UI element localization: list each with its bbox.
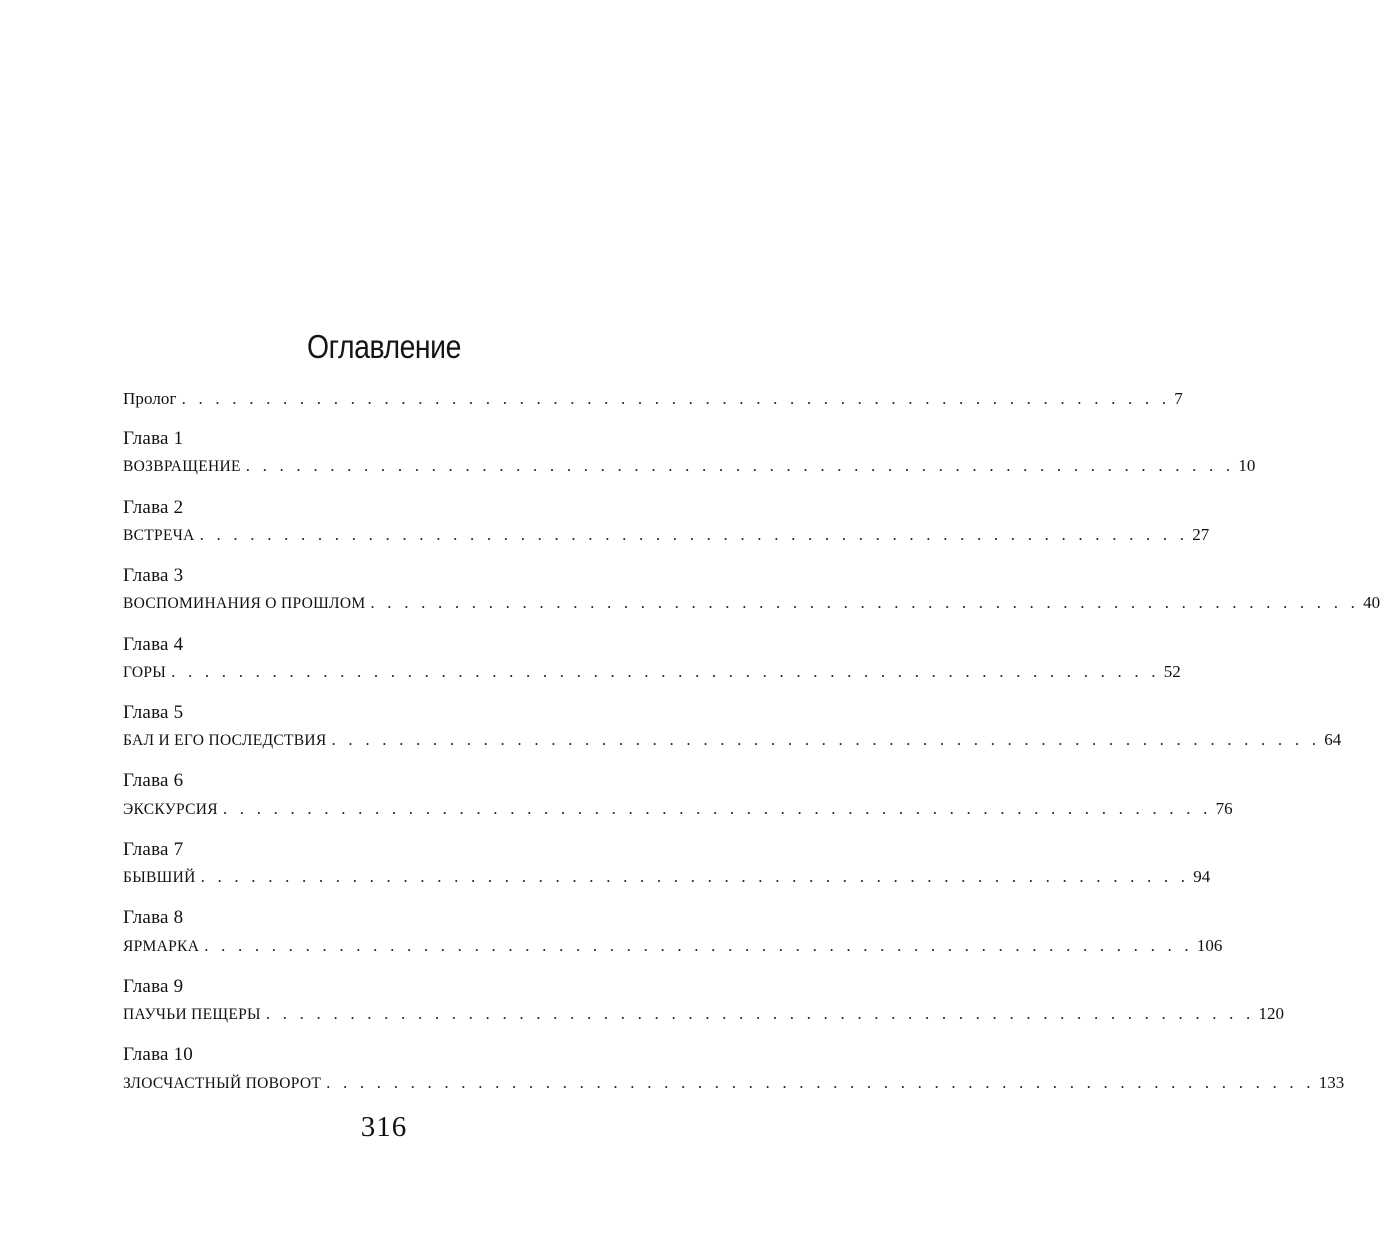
chapter-label: Глава 4 bbox=[123, 634, 184, 655]
toc-entry-chapter-5[interactable] bbox=[123, 730, 1342, 754]
toc-entry-chapter-1[interactable] bbox=[123, 456, 1256, 480]
chapter-label: Глава 6 bbox=[123, 770, 184, 791]
toc-entry-chapter-9[interactable] bbox=[123, 1004, 1285, 1028]
toc-entry-title: ЗЛОСЧАСТНЫЙ ПОВОРОТ bbox=[123, 1075, 322, 1092]
dot-leader: . . . . . . . . . . . . . . . . . . . . . . . . . . . . . . . . . . . . . . . . . . . . . . . . . . . . . . . . . . . bbox=[245, 456, 1235, 475]
toc-page-number: 120 bbox=[1258, 1004, 1285, 1023]
dot-leader: . . . . . . . . . . . . . . . . . . . . . . . . . . . . . . . . . . . . . . . . . . . . . . . . . . . . . . . . . . . bbox=[370, 593, 1360, 612]
dot-leader: . . . . . . . . . . . . . . . . . . . . . . . . . . . . . . . . . . . . . . . . . . . . . . . . . . . . . . . . . . . bbox=[181, 389, 1171, 408]
toc-entry-chapter-4[interactable] bbox=[123, 662, 1181, 686]
chapter-label: Глава 3 bbox=[123, 565, 184, 586]
toc-entry-title: ГОРЫ bbox=[123, 664, 167, 681]
dot-leader: . . . . . . . . . . . . . . . . . . . . . . . . . . . . . . . . . . . . . . . . . . . . . . . . . . . . . . . . . . . bbox=[222, 799, 1212, 818]
dot-leader: . . . . . . . . . . . . . . . . . . . . . . . . . . . . . . . . . . . . . . . . . . . . . . . . . . . . . . . . . . . bbox=[326, 1073, 1315, 1092]
toc-page-number: 52 bbox=[1163, 662, 1181, 681]
toc-heading: Оглавление bbox=[307, 328, 461, 365]
toc-entry-chapter-6[interactable] bbox=[123, 799, 1233, 823]
toc-entry-title: БЫВШИЙ bbox=[123, 869, 196, 886]
toc-entry-title: ВСТРЕЧА bbox=[123, 527, 195, 544]
toc-page-number: 7 bbox=[1174, 389, 1183, 408]
toc-page-number: 64 bbox=[1324, 730, 1342, 749]
toc-page-number: 76 bbox=[1215, 799, 1233, 818]
toc-entry-chapter-8[interactable] bbox=[123, 936, 1223, 960]
toc-entry-title: ПАУЧЬИ ПЕЩЕРЫ bbox=[123, 1006, 261, 1023]
chapter-label: Глава 1 bbox=[123, 428, 184, 449]
dot-leader: . . . . . . . . . . . . . . . . . . . . . . . . . . . . . . . . . . . . . . . . . . . . . . . . . . . . . . . . . . . bbox=[171, 662, 1160, 681]
toc-page-number: 133 bbox=[1318, 1073, 1345, 1092]
toc-entry-title: ВОСПОМИНАНИЯ О ПРОШЛОМ bbox=[123, 595, 366, 612]
toc-entry-chapter-7[interactable] bbox=[123, 867, 1211, 891]
toc-entry-title: БАЛ И ЕГО ПОСЛЕДСТВИЯ bbox=[123, 732, 327, 749]
dot-leader: . . . . . . . . . . . . . . . . . . . . . . . . . . . . . . . . . . . . . . . . . . . . . . . . . . . . . . . . . . . bbox=[265, 1004, 1255, 1023]
toc-page-number: 94 bbox=[1193, 867, 1211, 886]
toc-page-number: 10 bbox=[1238, 456, 1256, 475]
toc-page-number: 27 bbox=[1192, 525, 1210, 544]
dot-leader: . . . . . . . . . . . . . . . . . . . . . . . . . . . . . . . . . . . . . . . . . . . . . . . . . . . . . . . . . . . bbox=[204, 936, 1193, 955]
toc-entry-chapter-10[interactable] bbox=[123, 1073, 1345, 1097]
chapter-label: Глава 5 bbox=[123, 702, 184, 723]
dot-leader: . . . . . . . . . . . . . . . . . . . . . . . . . . . . . . . . . . . . . . . . . . . . . . . . . . . . . . . . . . . bbox=[331, 730, 1321, 749]
toc-entry-title: ЯРМАРКА bbox=[123, 938, 200, 955]
chapter-label: Глава 2 bbox=[123, 497, 184, 518]
toc-page-number: 106 bbox=[1196, 936, 1223, 955]
dot-leader: . . . . . . . . . . . . . . . . . . . . . . . . . . . . . . . . . . . . . . . . . . . . . . . . . . . . . . . . . . . bbox=[200, 867, 1190, 886]
toc-entry-title: ЭКСКУРСИЯ bbox=[123, 801, 218, 818]
toc-entry-title: ВОЗВРАЩЕНИЕ bbox=[123, 458, 241, 475]
dot-leader: . . . . . . . . . . . . . . . . . . . . . . . . . . . . . . . . . . . . . . . . . . . . . . . . . . . . . . . . . . . bbox=[199, 525, 1189, 544]
toc-entry-title: Пролог bbox=[123, 389, 177, 408]
chapter-label: Глава 7 bbox=[123, 839, 184, 860]
toc-entry-chapter-2[interactable] bbox=[123, 525, 1210, 549]
toc-entry-prologue[interactable] bbox=[123, 389, 1183, 413]
toc-entry-chapter-3[interactable] bbox=[123, 593, 1380, 617]
chapter-label: Глава 9 bbox=[123, 976, 184, 997]
chapter-label: Глава 8 bbox=[123, 907, 184, 928]
page-number: 316 bbox=[360, 1111, 408, 1143]
toc-page-number: 40 bbox=[1363, 593, 1380, 612]
chapter-label: Глава 10 bbox=[123, 1044, 193, 1065]
